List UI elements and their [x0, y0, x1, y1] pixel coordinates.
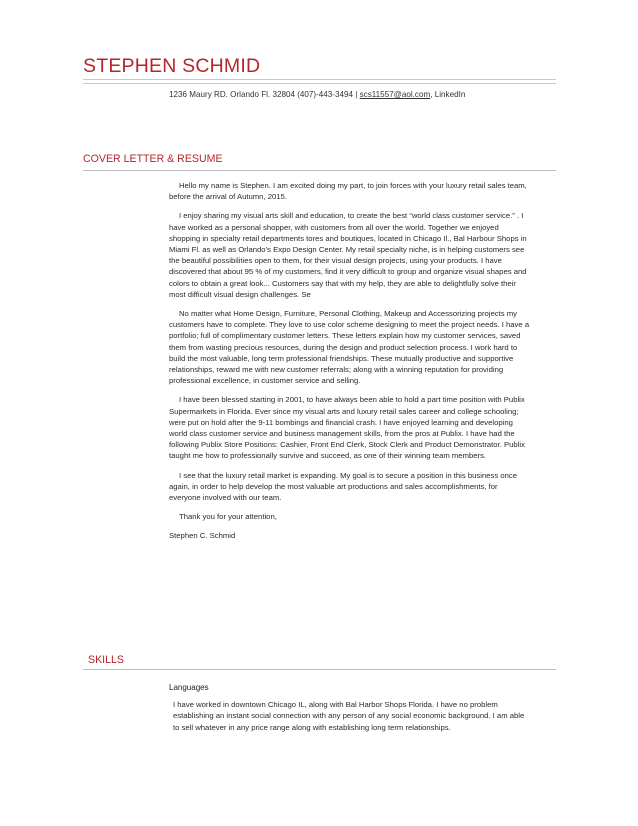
contact-address-phone: 1236 Maury RD. Orlando Fl. 32804 (407)-443-3494 | [169, 90, 360, 99]
skills-section [169, 682, 531, 733]
letter-signature: Stephen C. Schmid [169, 531, 236, 541]
cover-letter-divider [83, 170, 556, 171]
letter-paragraph-1: Hello my name is Stephen. I am excited doing my part, to join forces with your luxury retail sales team, before the arrival of Autumn, 2015. [169, 181, 527, 202]
letter-closing: Thank you for your attention, [179, 512, 277, 522]
contact-linkedin: , LinkedIn [430, 90, 466, 99]
letter-paragraph-4: I have been blessed starting in 2001, to have always been able to hold a part time position with Publix Supermarkets in Florida. Ever since my visual arts and luxury retail sales career and college schooling; were put on hold after the 9-11 bombings and financial crash. I have enjoyed learning and developing world class customer service and business management skills, from the pros at Publix. I have had the following Publix Store Positions: Cashier, Front End Clerk, Stock Clerk and Product Demonstrator. Publix taught me how to professionally survive and succeed, as one of their winning team members. [169, 395, 525, 461]
skills-divider [83, 669, 556, 670]
letter-paragraph-5: I see that the luxury retail market is expanding. My goal is to secure a position in this business once again, in order to help develop the most valuable art productions and sales accomplishments, for everyone involved with our team. [169, 470, 517, 503]
email-link[interactable]: scs11557@aol.com [359, 90, 431, 99]
applicant-name: STEPHEN SCHMID [83, 55, 261, 77]
skills-heading: SKILLS [88, 654, 124, 666]
letter-paragraph-3: No matter what Home Design, Furniture, Personal Clothing, Makeup and Accessorizing projects my customers have to complete. They love to use color scheme designing to meet the project needs. I have a portfolio; full of complimentary customer letters. These letters explain how my customer services, saved them from wasting precious resources, during the design and product selection process. I work hard to build the most valuable, long term professional friendships. These mutually productive and supportive relationships, reward me with new customer referrals; along with a winning reputation for providing professional excellence, in customer service and selling. [169, 309, 530, 386]
header-divider [83, 79, 556, 84]
skills-subheading: Languages [169, 683, 209, 692]
letter-paragraph-2: I enjoy sharing my visual arts skill and education, to create the best “world class customer service.” . I have worked as a personal shopper, with customers from all over the world. Together we enjoyed shopping in specialty retail departments tores and boutiques, located in Chicago Il., Bal Harbour Shops in Miami Fl. as well as Orlando’s Expo Design Center. My retail specialty niche, is in helping customers see the beautiful possibilities open to them, for their visual design projects, using your products. I have discovered that about 95 % of my customers, find it very difficult to group and organize visual shapes and colors to obtain a great look... Customers say that with my help, they are able to delightfully solve their most difficult visual design challenges. Se [169, 211, 527, 299]
contact-line [169, 90, 465, 99]
cover-letter-body [169, 180, 531, 542]
skills-text: I have worked in downtown Chicago IL, along with Bal Harbor Shops Florida. I have no problem establishing an instant social connection with any person of any social economic background. I am able to sell whatever in any price range along with establishing long term relationships. [173, 700, 525, 732]
cover-letter-heading: COVER LETTER & RESUME [83, 153, 223, 165]
